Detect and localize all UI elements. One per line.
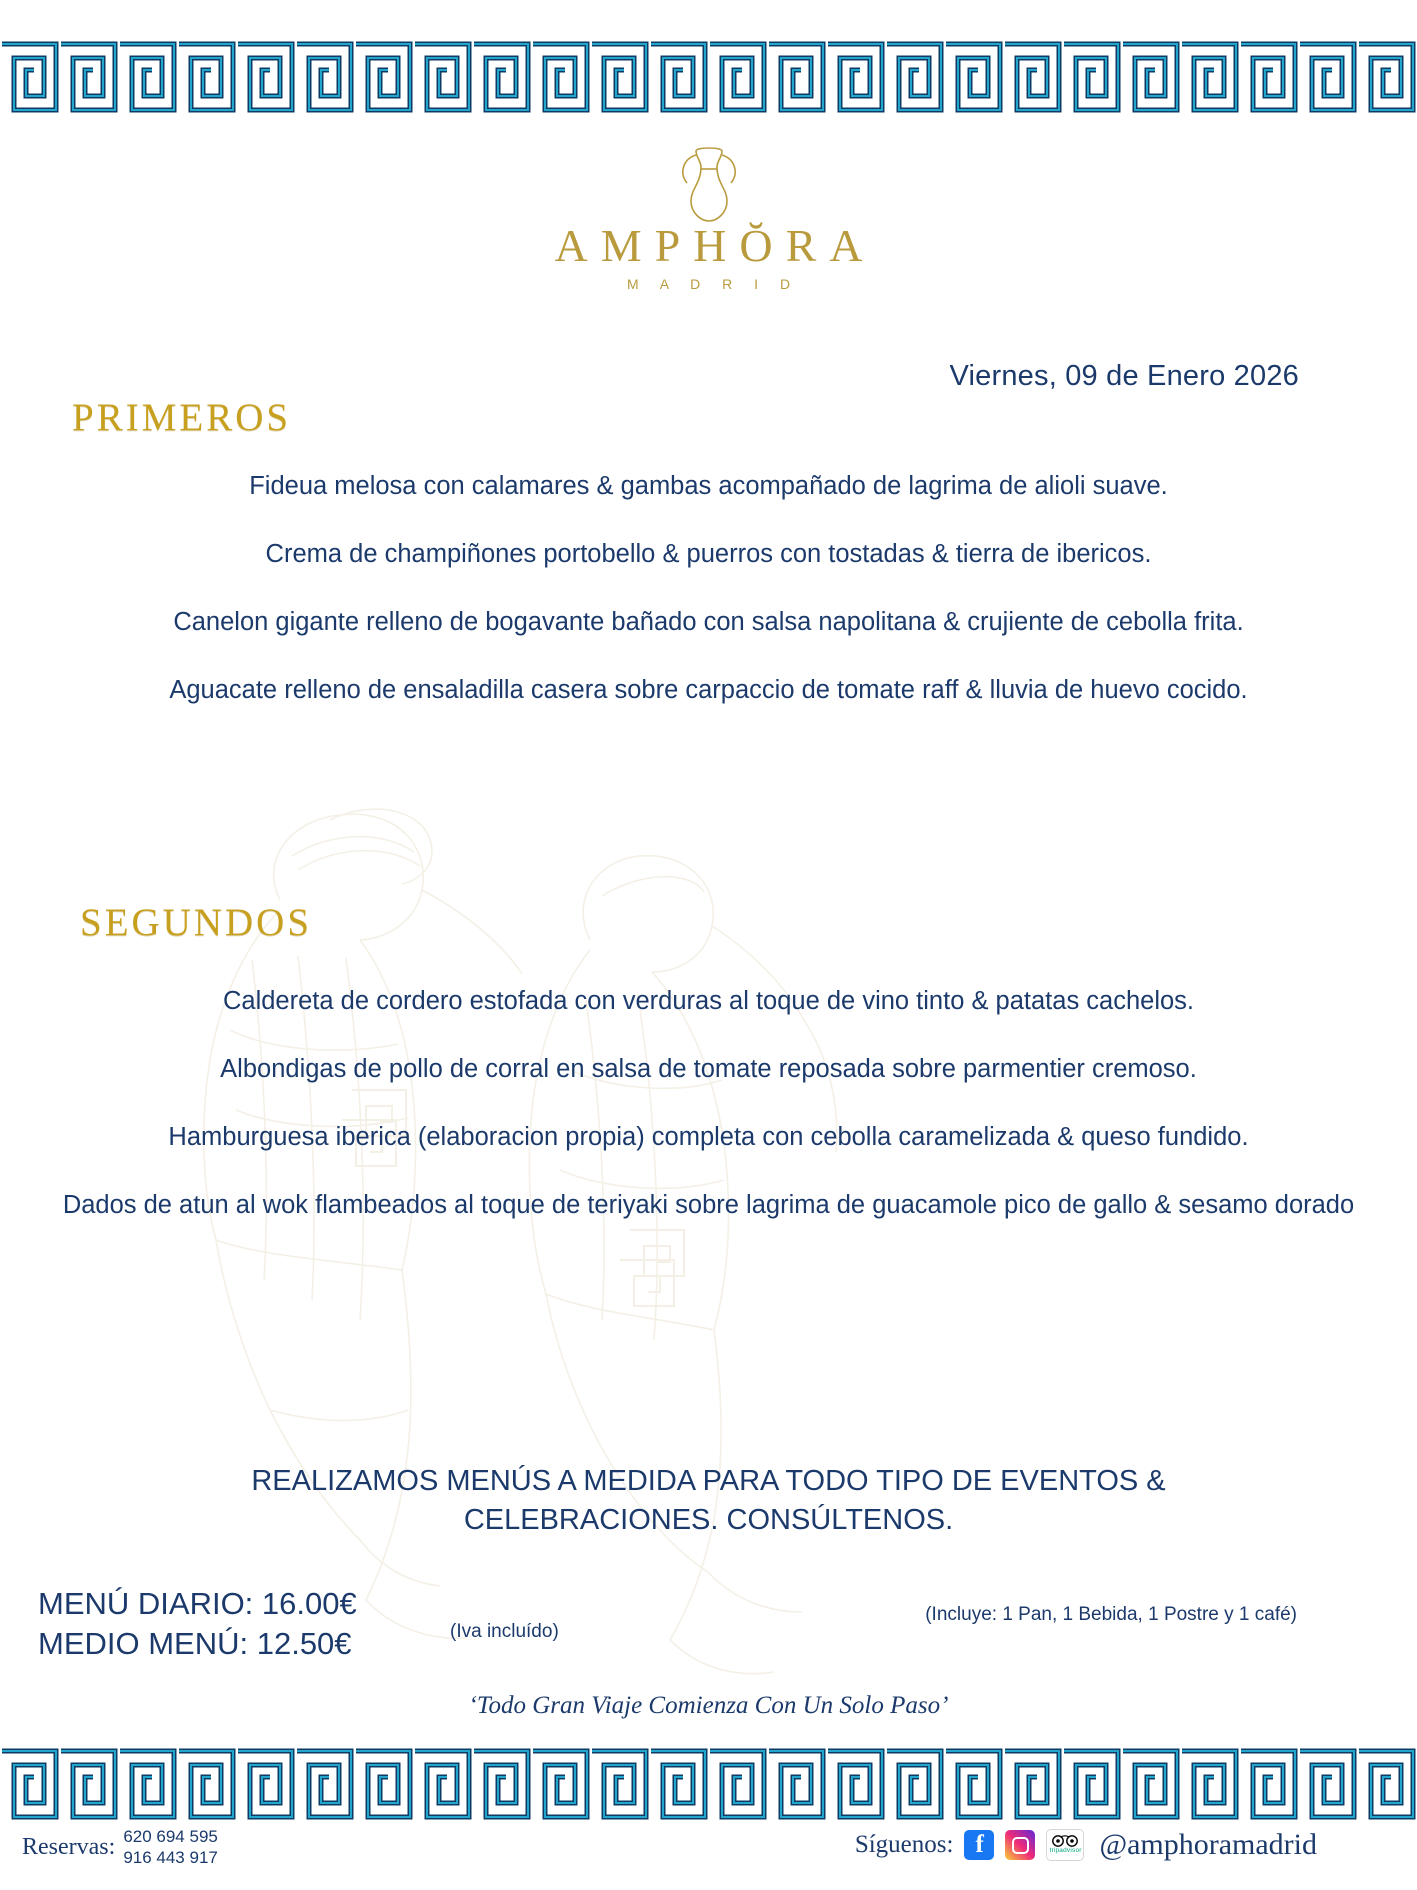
reservations-block (22, 1826, 218, 1869)
list-item: Hamburguesa iberica (elaboracion propia) completa con cebolla caramelizada & queso fundido. (168, 1123, 1249, 1152)
list-item: Fideua melosa con calamares & gambas acompañado de lagrima de alioli suave. (249, 472, 1168, 500)
brand-name: AMPHŎRA (554, 220, 876, 271)
price-daily-menu: MENÚ DIARIO: 16.00€ (38, 1586, 357, 1621)
pricing-block (38, 1584, 357, 1663)
price-half-menu: MEDIO MENÚ: 12.50€ (38, 1625, 352, 1661)
greek-key-border-bottom (0, 1745, 1417, 1823)
facebook-icon[interactable] (964, 1830, 994, 1860)
section-title-segundos: SEGUNDOS (80, 901, 313, 944)
tripadvisor-icon[interactable] (1046, 1829, 1084, 1861)
social-block (855, 1828, 1317, 1862)
phone-numbers[interactable] (123, 1826, 218, 1869)
list-item: Albondigas de pollo de corral en salsa de tomate reposada sobre parmentier cremoso. (220, 1055, 1197, 1084)
menu-date: Viernes, 09 de Enero 2026 (949, 360, 1299, 392)
social-handle[interactable]: @amphoramadrid (1099, 1828, 1317, 1861)
events-notice (0, 1462, 1417, 1540)
phone-2[interactable]: 916 443 917 (123, 1848, 218, 1868)
list-item: Canelon gigante relleno de bogavante bañado con salsa napolitana & crujiente de cebolla frita. (173, 608, 1244, 637)
greek-key-border-top (0, 38, 1417, 116)
instagram-icon[interactable] (1005, 1830, 1035, 1860)
brand-subtitle: M A D R I D (626, 276, 800, 292)
reservations-label: Reservas: (22, 1833, 116, 1860)
includes-note: (Incluye: 1 Pan, 1 Bebida, 1 Postre y 1 café) (925, 1604, 1297, 1625)
phone-1[interactable]: 620 694 595 (123, 1827, 218, 1846)
dish-list-segundos (0, 985, 1417, 1258)
list-item: Dados de atun al wok flambeados al toque de teriyaki sobre lagrima de guacamole pico de gallo & sesamo dorado (62, 1191, 1355, 1220)
list-item: Caldereta de cordero estofada con verduras al toque de vino tinto & patatas cachelos. (222, 987, 1195, 1015)
list-item: Crema de champiñones portobello & puerros con tostadas & tierra de ibericos. (265, 540, 1152, 569)
amphora-vase-icon (649, 145, 769, 225)
list-item: Aguacate relleno de ensaladilla casera sobre carpaccio de tomate raff & lluvia de huevo cocido. (169, 676, 1248, 705)
dish-list-primeros (0, 470, 1417, 743)
tax-note: (Iva incluído) (450, 1621, 559, 1642)
follow-label: Síguenos: (854, 1831, 954, 1858)
section-title-primeros: PRIMEROS (72, 396, 292, 439)
tripadvisor-wordmark: tripadvisor (1049, 1847, 1082, 1854)
brand-logo (0, 145, 1417, 292)
events-notice-line-2: CELEBRACIONES. CONSÚLTENOS. (463, 1504, 954, 1537)
events-notice-line-1: REALIZAMOS MENÚS A MEDIDA PARA TODO TIPO DE EVENTOS & (251, 1465, 1166, 1497)
motto: ‘Todo Gran Viaje Comienza Con Un Solo Paso’ (468, 1692, 949, 1719)
